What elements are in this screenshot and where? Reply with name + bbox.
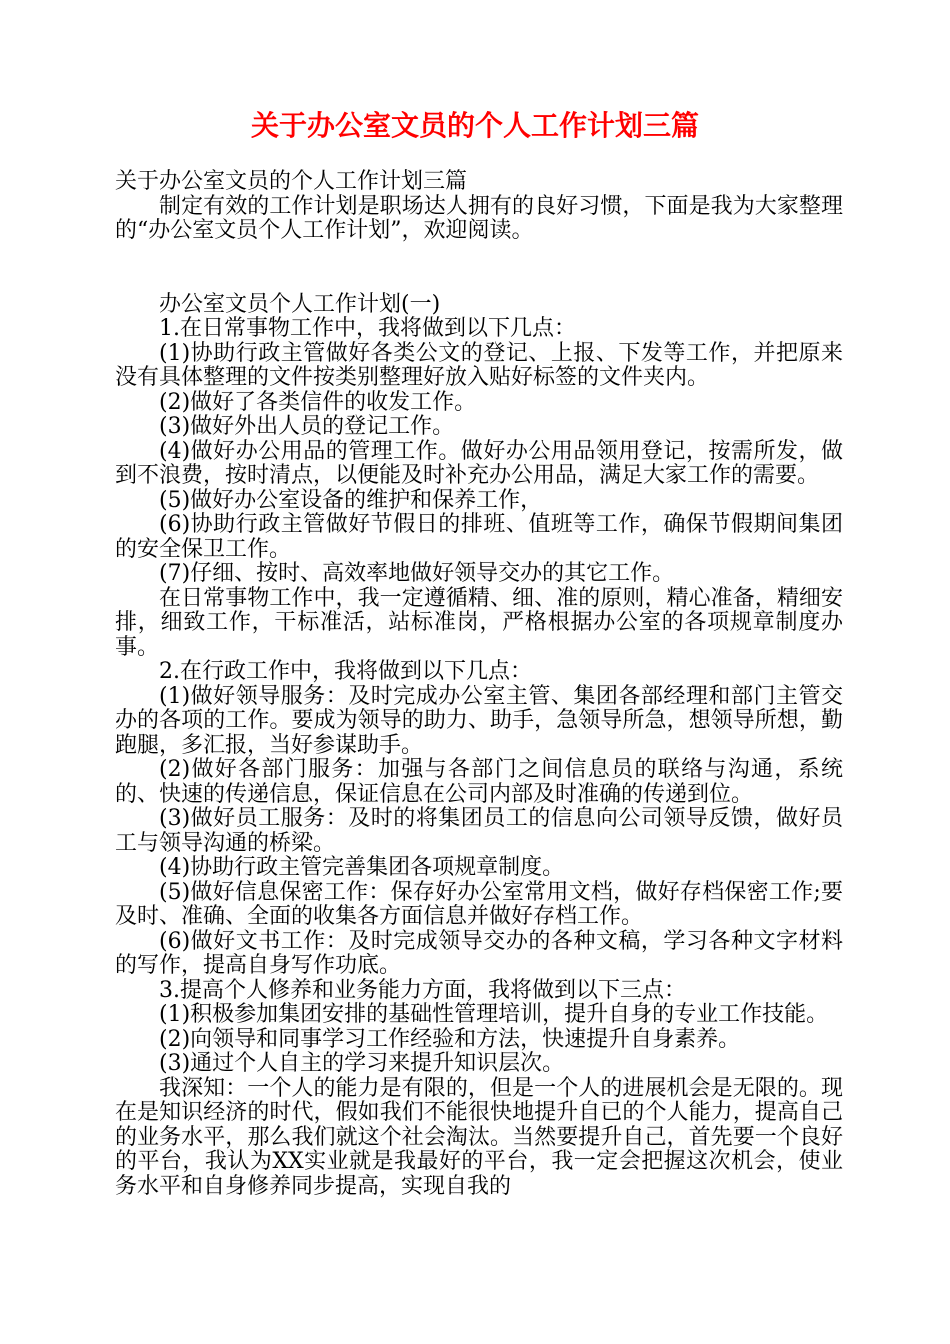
body-paragraph: 关于办公室文员的个人工作计划三篇 — [115, 169, 468, 194]
list-item: (1)积极参加集团安排的基础性管理培训，提升自身的专业工作技能。 — [159, 1002, 829, 1027]
list-heading: 3.提高个人修养和业务能力方面，我将做到以下三点： — [159, 977, 686, 1003]
list-item: (6)做好文书工作：及时完成领导交办的各种文稿，学习各种文字材料的写作，提高自身写作功底。 — [115, 928, 843, 978]
list-item: (1)做好领导服务：及时完成办公室主管、集团各部经理和部门主管交办的各项的工作。要成为领导的助力、助手，急领导所急，想领导所想，勤跑腿，多汇报，当好参谋助手。 — [115, 683, 843, 758]
list-item: (3)通过个人自主的学习来提升知识层次。 — [159, 1051, 565, 1076]
list-heading: 2.在行政工作中，我将做到以下几点： — [159, 659, 532, 684]
document-body — [115, 170, 843, 1199]
list-item: (4)做好办公用品的管理工作。做好办公用品领用登记，按需所发，做到不浪费，按时清点，以便能及时补充办公用品，满足大家工作的需要。 — [115, 438, 843, 488]
list-item: (6)协助行政主管做好节假日的排班、值班等工作，确保节假期间集团的安全保卫工作。 — [115, 512, 843, 562]
list-item: (2)做好各部门服务：加强与各部门之间信息员的联络与沟通，系统的、快速的传递信息，保证信息在公司内部及时准确的传递到位。 — [115, 757, 843, 807]
body-paragraph: 制定有效的工作计划是职场达人拥有的良好习惯，下面是我为大家整理的“办公室文员个人工作计划”，欢迎阅读。 — [115, 193, 843, 243]
paragraph-spacer — [115, 244, 843, 293]
list-item: (7)仔细、按时、高效率地做好领导交办的其它工作。 — [159, 561, 675, 586]
section-heading: 办公室文员个人工作计划(一) — [159, 291, 441, 317]
list-item: (2)向领导和同事学习工作经验和方法，快速提升自身素养。 — [159, 1026, 741, 1052]
list-item: (2)做好了各类信件的收发工作。 — [159, 389, 477, 415]
list-item: (5)做好信息保密工作：保存好办公室常用文档，做好存档保密工作;要及时、准确、全面的收集各方面信息并做好存档工作。 — [115, 879, 843, 929]
list-item: (3)做好员工服务：及时的将集团员工的信息向公司领导反馈，做好员工与领导沟通的桥梁。 — [115, 806, 843, 856]
body-paragraph: 在日常事物工作中，我一定遵循精、细、准的原则，精心准备，精细安排，细致工作，干标准活，站标准岗，严格根据办公室的各项规章制度办事。 — [115, 585, 843, 660]
list-item: (3)做好外出人员的登记工作。 — [159, 414, 455, 439]
list-heading: 1.在日常事物工作中，我将做到以下几点： — [159, 316, 576, 341]
document-title: 关于办公室文员的个人工作计划三篇 — [250, 109, 699, 142]
list-item: (5)做好办公室设备的维护和保养工作， — [159, 487, 543, 513]
list-item: (1)协助行政主管做好各类公文的登记、上报、下发等工作，并把原来没有具体整理的文件按类别整理好放入贴好标签的文件夹内。 — [115, 340, 843, 390]
body-paragraph: 我深知：一个人的能力是有限的，但是一个人的进展机会是无限的。现在是知识经济的时代，假如我们不能很快地提升自已的个人能力，提高自己的业务水平，那么我们就这个社会淘汰。当然要提升自己，首先要一个良好的平台，我认为XX实业就是我最好的平台，我一定会把握这次机会，使业务水平和自身修养同步提高，实现自我的 — [115, 1075, 843, 1199]
list-item: (4)协助行政主管完善集团各项规章制度。 — [159, 855, 565, 880]
